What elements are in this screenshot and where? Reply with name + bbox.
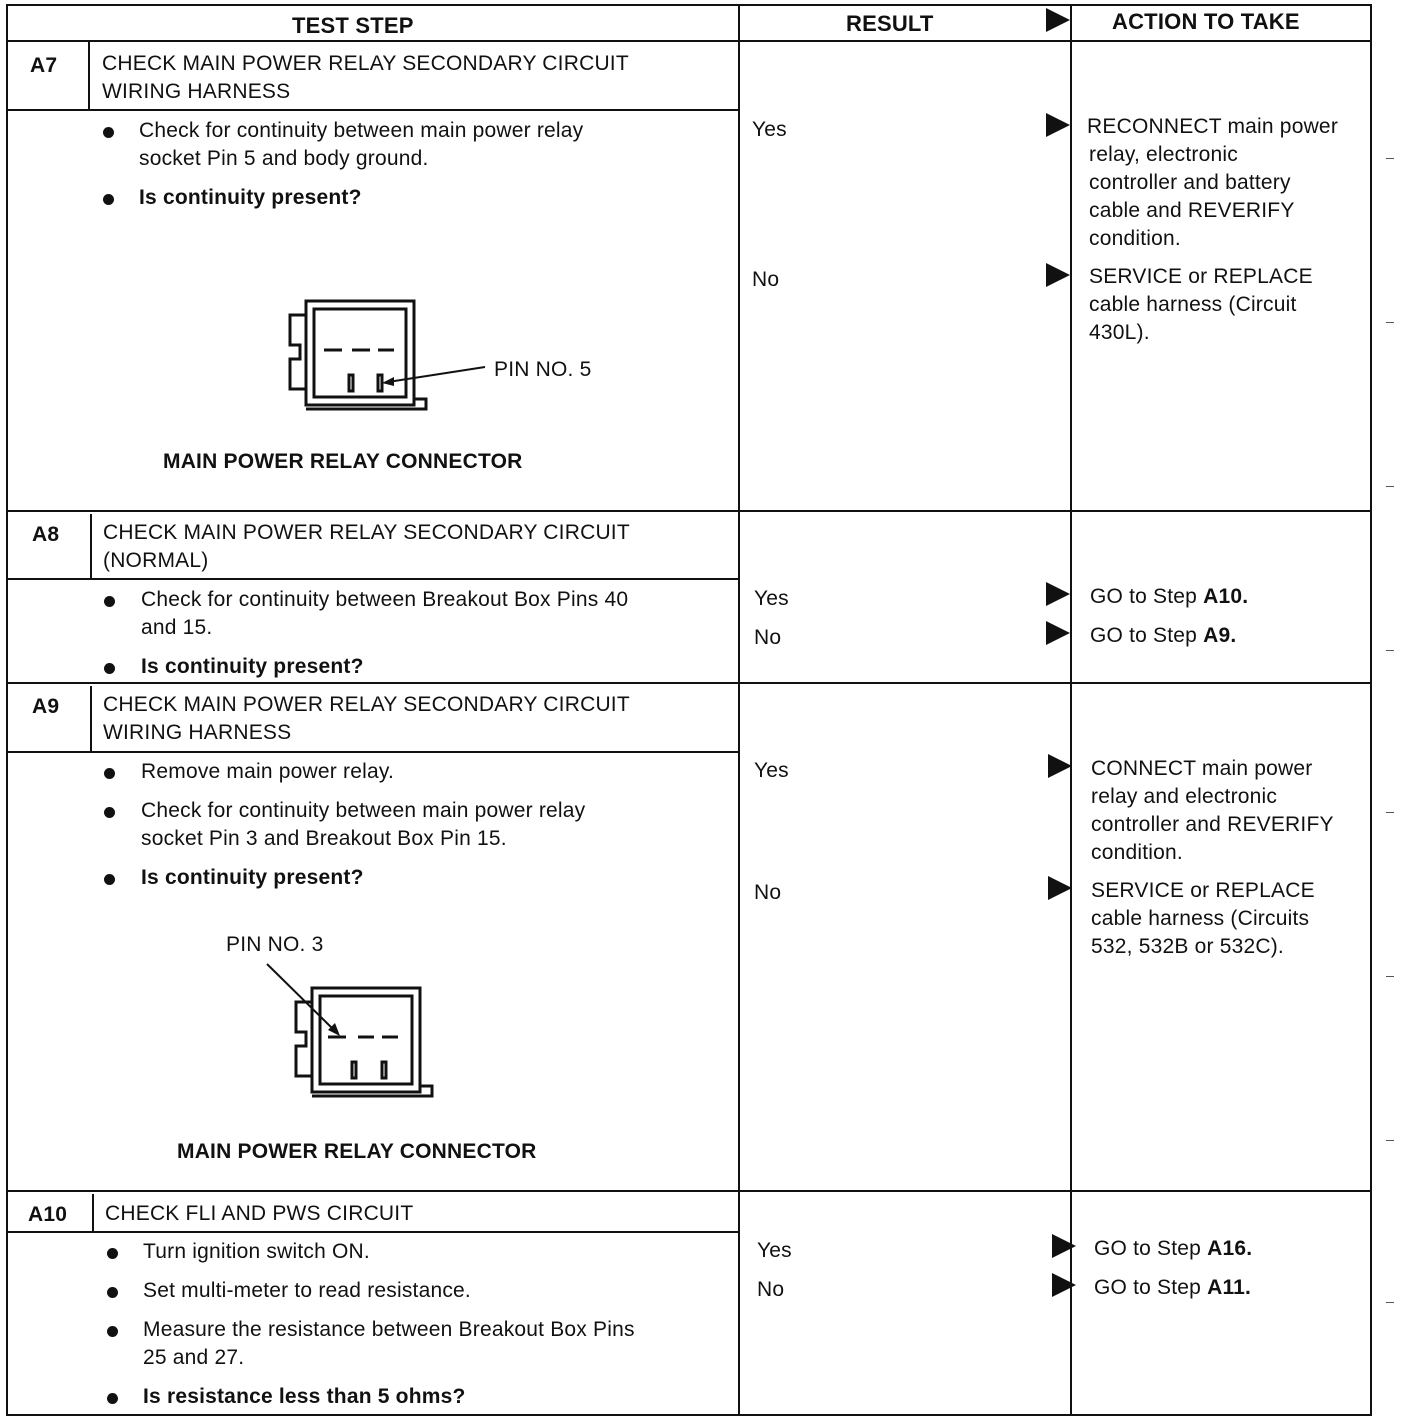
action-yes-a9-line2: relay and electronic <box>1091 785 1278 808</box>
margin-tick <box>1386 1302 1394 1303</box>
header-rule <box>6 40 1372 42</box>
result-yes-a10: Yes <box>757 1239 792 1262</box>
bullet-icon <box>104 807 115 818</box>
action-no-a7-line1: SERVICE or REPLACE <box>1089 265 1313 288</box>
pin-5-leader-line <box>380 364 490 388</box>
instruction-a8-1-line2: and 15. <box>141 616 213 639</box>
result-arrow-icon <box>1046 113 1070 137</box>
action-yes-a9-line3: controller and REVERIFY <box>1091 813 1334 836</box>
instruction-a10-3-line2: 25 and 27. <box>143 1346 245 1369</box>
relay-connector-diagram-a7 <box>280 295 440 415</box>
bullet-icon <box>103 127 114 138</box>
rule-a7-a8 <box>6 510 1372 512</box>
bullet-icon <box>107 1326 118 1337</box>
step-title-a9-line1: CHECK MAIN POWER RELAY SECONDARY CIRCUIT <box>103 693 630 716</box>
step-title-a10: CHECK FLI AND PWS CIRCUIT <box>105 1202 414 1225</box>
action-yes-a9-line4: condition. <box>1091 841 1183 864</box>
step-title-a7-line2: WIRING HARNESS <box>102 80 291 103</box>
instruction-a9-2-line1: Check for continuity between main power relay <box>141 799 586 822</box>
action-no-a9-line2: cable harness (Circuits <box>1091 907 1310 930</box>
result-arrow-icon <box>1052 1273 1076 1297</box>
action-no-a7-line3: 430L). <box>1089 321 1150 344</box>
margin-tick <box>1386 158 1394 159</box>
question-a7: Is continuity present? <box>139 186 362 209</box>
result-arrow-icon <box>1046 263 1070 287</box>
connector-caption-a7: MAIN POWER RELAY CONNECTOR <box>163 450 523 473</box>
action-no-a9-line3: 532, 532B or 532C). <box>1091 935 1284 958</box>
result-yes-a8: Yes <box>754 587 789 610</box>
instruction-a9-1: Remove main power relay. <box>141 760 395 783</box>
action-no-a8: GO to Step A9. <box>1090 624 1237 647</box>
header-test-step: TEST STEP <box>292 13 414 38</box>
header-result: RESULT <box>846 11 934 36</box>
pin-label-a7: PIN NO. 5 <box>494 358 592 381</box>
margin-tick <box>1386 812 1394 813</box>
result-arrow-icon <box>1048 754 1072 778</box>
margin-tick <box>1386 976 1394 977</box>
action-no-a10: GO to Step A11. <box>1094 1276 1252 1299</box>
title-rule-a7 <box>6 109 738 111</box>
bullet-icon <box>104 874 115 885</box>
step-title-a8-line1: CHECK MAIN POWER RELAY SECONDARY CIRCUIT <box>103 521 630 544</box>
action-yes-a7-line2: relay, electronic <box>1089 143 1238 166</box>
result-arrow-icon <box>1048 876 1072 900</box>
action-no-a9-line1: SERVICE or REPLACE <box>1091 879 1315 902</box>
step-title-a8-line2: (NORMAL) <box>103 549 209 572</box>
action-yes-a10: GO to Step A16. <box>1094 1237 1253 1260</box>
action-yes-a9-line1: CONNECT main power <box>1091 757 1313 780</box>
relay-connector-diagram-a9 <box>286 982 446 1102</box>
id-divider-a9 <box>90 686 92 752</box>
id-divider-a7 <box>88 42 90 110</box>
header-arrow-icon <box>1046 8 1070 32</box>
margin-tick <box>1386 650 1394 651</box>
margin-tick <box>1386 486 1394 487</box>
bullet-icon <box>104 596 115 607</box>
step-id-a8: A8 <box>32 523 60 546</box>
step-id-a9: A9 <box>32 695 60 718</box>
action-no-a7-line2: cable harness (Circuit <box>1089 293 1297 316</box>
margin-tick <box>1386 322 1394 323</box>
bullet-icon <box>107 1248 118 1259</box>
id-divider-a8 <box>90 514 92 580</box>
bullet-icon <box>103 194 114 205</box>
bullet-icon <box>104 663 115 674</box>
instruction-a10-3-line1: Measure the resistance between Breakout Box Pins <box>143 1318 635 1341</box>
rule-a8-a9 <box>6 682 1372 684</box>
question-a8: Is continuity present? <box>141 655 364 678</box>
col-divider-action <box>1070 4 1072 1416</box>
title-rule-a8 <box>6 578 738 580</box>
step-title-a9-line2: WIRING HARNESS <box>103 721 292 744</box>
action-yes-a7-line1: RECONNECT main power <box>1087 115 1339 138</box>
result-no-a9: No <box>754 881 782 904</box>
bullet-icon <box>107 1393 118 1404</box>
col-divider-result <box>738 4 740 1416</box>
action-yes-a8: GO to Step A10. <box>1090 585 1249 608</box>
result-arrow-icon <box>1046 621 1070 645</box>
result-yes-a9: Yes <box>754 759 789 782</box>
instruction-a10-2: Set multi-meter to read resistance. <box>143 1279 471 1302</box>
action-yes-a7-line3: controller and battery <box>1089 171 1291 194</box>
bullet-icon <box>107 1287 118 1298</box>
result-no-a10: No <box>757 1278 785 1301</box>
margin-tick <box>1386 1140 1394 1141</box>
instruction-a7-1-line1: Check for continuity between main power relay <box>139 119 584 142</box>
instruction-a9-2-line2: socket Pin 3 and Breakout Box Pin 15. <box>141 827 507 850</box>
pin-label-a9: PIN NO. 3 <box>226 933 324 956</box>
action-yes-a7-line4: cable and REVERIFY <box>1089 199 1295 222</box>
id-divider-a10 <box>92 1194 94 1232</box>
instruction-a7-1-line2: socket Pin 5 and body ground. <box>139 147 429 170</box>
instruction-a8-1-line1: Check for continuity between Breakout Box Pins 40 <box>141 588 629 611</box>
rule-a9-a10 <box>6 1190 1372 1192</box>
action-yes-a7-line5: condition. <box>1089 227 1181 250</box>
step-id-a7: A7 <box>30 54 58 77</box>
result-no-a7: No <box>752 268 780 291</box>
header-action: ACTION TO TAKE <box>1112 9 1300 34</box>
instruction-a10-1: Turn ignition switch ON. <box>143 1240 370 1263</box>
result-no-a8: No <box>754 626 782 649</box>
result-arrow-icon <box>1052 1234 1076 1258</box>
title-rule-a9 <box>6 751 738 753</box>
connector-caption-a9: MAIN POWER RELAY CONNECTOR <box>177 1140 537 1163</box>
step-id-a10: A10 <box>28 1203 68 1226</box>
step-title-a7-line1: CHECK MAIN POWER RELAY SECONDARY CIRCUIT <box>102 52 629 75</box>
result-arrow-icon <box>1046 582 1070 606</box>
result-yes-a7: Yes <box>752 118 787 141</box>
bullet-icon <box>104 768 115 779</box>
question-a10: Is resistance less than 5 ohms? <box>143 1385 466 1408</box>
question-a9: Is continuity present? <box>141 866 364 889</box>
title-rule-a10 <box>6 1231 738 1233</box>
